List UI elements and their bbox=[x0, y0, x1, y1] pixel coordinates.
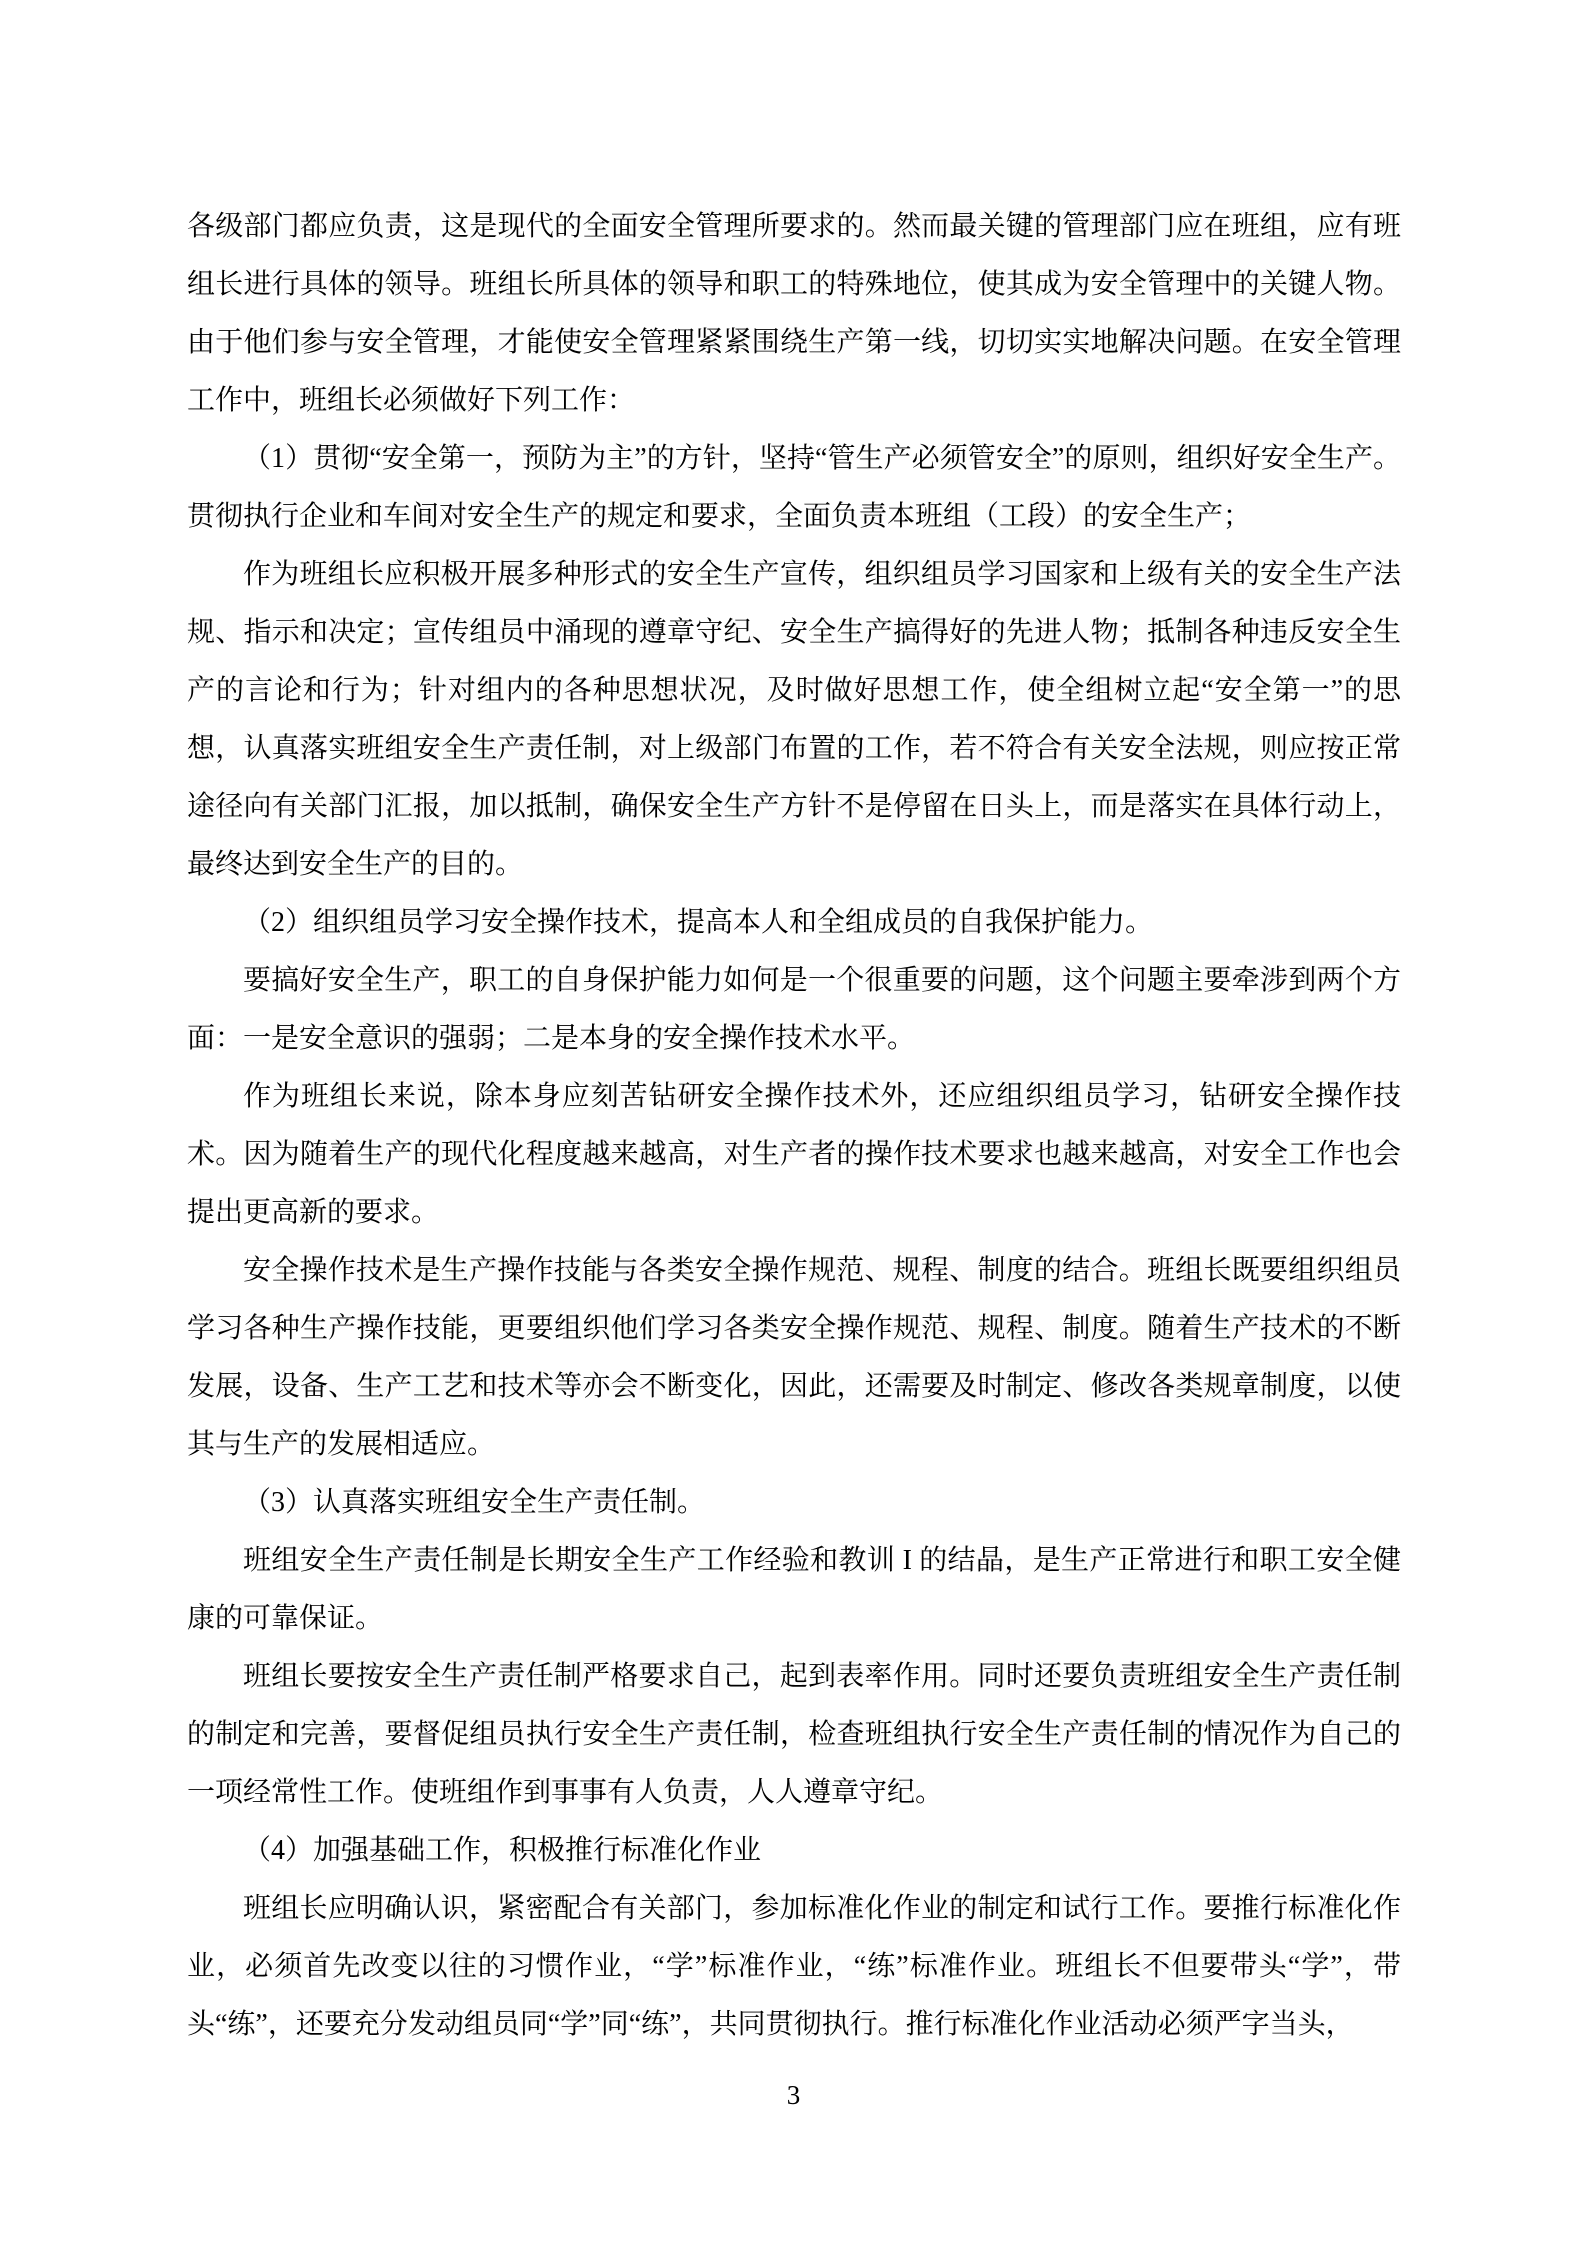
body-paragraph: 班组安全生产责任制是长期安全生产工作经验和教训 I 的结晶，是生产正常进行和职工安全健康的可靠保证。 bbox=[187, 1545, 1401, 1634]
body-paragraph: （2）组织组员学习安全操作技术，提高本人和全组成员的自我保护能力。 bbox=[243, 907, 1154, 938]
body-paragraph: 作为班组长应积极开展多种形式的安全生产宣传，组织组员学习国家和上级有关的安全生产法规、指示和决定；宣传组员中涌现的遵章守纪、安全生产搞得好的先进人物；抵制各种违反安全生产的言论和行为；针对组内的各种思想状况，及时做好思想工作，使全组树立起“安全第一”的思想，认真落实班组安全生产责任制，对上级部门布置的工作，若不符合有关安全法规，则应按正常途径向有关部门汇报，加以抵制，确保安全生产方针不是停留在日头上，而是落实在具体行动上，最终达到安全生产的目的。 bbox=[187, 559, 1401, 880]
body-paragraph: 安全操作技术是生产操作技能与各类安全操作规范、规程、制度的结合。班组长既要组织组员学习各种生产操作技能，更要组织他们学习各类安全操作规范、规程、制度。随着生产技术的不断发展，设备、生产工艺和技术等亦会不断变化，因此，还需要及时制定、修改各类规章制度，以使其与生产的发展相适应。 bbox=[187, 1255, 1401, 1460]
text-content bbox=[187, 198, 1401, 2054]
body-paragraph: 作为班组长来说，除本身应刻苦钻研安全操作技术外，还应组织组员学习，钻研安全操作技术。因为随着生产的现代化程度越来越高，对生产者的操作技术要求也越来越高，对安全工作也会提出更高新的要求。 bbox=[187, 1081, 1401, 1228]
body-paragraph: 班组长应明确认识，紧密配合有关部门，参加标准化作业的制定和试行工作。要推行标准化作业，必须首先改变以往的习惯作业，“学”标准作业，“练”标准作业。班组长不但要带头“学”，带头“练”，还要充分发动组员同“学”同“练”，共同贯彻执行。推行标准化作业活动必须严字当头， bbox=[187, 1893, 1401, 2040]
body-paragraph: 班组长要按安全生产责任制严格要求自己，起到表率作用。同时还要负责班组安全生产责任制的制定和完善，要督促组员执行安全生产责任制，检查班组执行安全生产责任制的情况作为自己的一项经常性工作。使班组作到事事有人负责，人人遵章守纪。 bbox=[187, 1661, 1401, 1808]
body-paragraph: （1）贯彻“安全第一，预防为主”的方针，坚持“管生产必须管安全”的原则，组织好安全生产。贯彻执行企业和车间对安全生产的规定和要求，全面负责本班组（工段）的安全生产； bbox=[187, 443, 1401, 532]
page-number: 3 bbox=[786, 2080, 801, 2110]
body-paragraph: （4）加强基础工作，积极推行标准化作业 bbox=[243, 1835, 762, 1866]
body-paragraph: （3）认真落实班组安全生产责任制。 bbox=[243, 1487, 706, 1518]
body-paragraph: 要搞好安全生产，职工的自身保护能力如何是一个很重要的问题，这个问题主要牵涉到两个方面：一是安全意识的强弱；二是本身的安全操作技术水平。 bbox=[187, 965, 1401, 1054]
body-paragraph: 各级部门都应负责，这是现代的全面安全管理所要求的。然而最关键的管理部门应在班组，应有班组长进行具体的领导。班组长所具体的领导和职工的特殊地位，使其成为安全管理中的关键人物。由于他们参与安全管理，才能使安全管理紧紧围绕生产第一线，切切实实地解决问题。在安全管理工作中，班组长必须做好下列工作： bbox=[187, 211, 1401, 416]
